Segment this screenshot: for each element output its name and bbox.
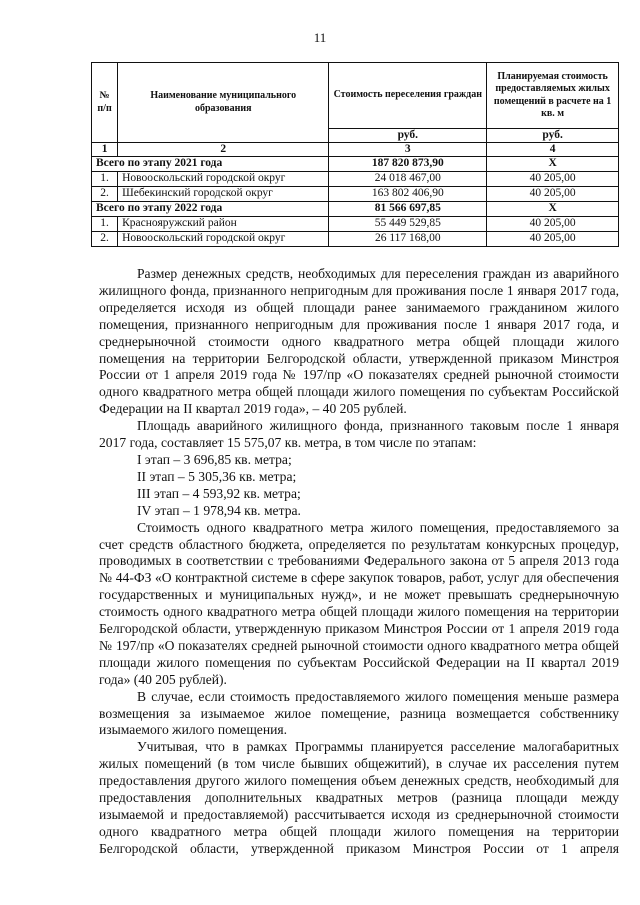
row-price: 40 205,00 — [487, 231, 619, 246]
table-row — [92, 186, 619, 201]
paragraph-small-apartments: Учитывая, что в рамках Программы планируется расселение малогабаритных жилых помещений (в том числе бывших общежитий), в случае их расселения путем предоставления другого жилого помещения объем денежных средств, необходимый для предоставления дополнительных квадратных метров (разница площади между изымаемой и предоставляемой) рассчитывается исходя из среднерыночной стоимости одного квадратного метра общей площади жилого помещения на территории Белгородской области, утвержденной приказом Минстроя России от 1 апреля — [99, 739, 619, 856]
paragraph-cost-per-meter: Стоимость одного квадратного метра жилого помещения, предоставляемого за счет средств областного бюджета, определяется по результатам конкурсных процедур, проводимых в соответствии с требованиями Федерального закона от 5 апреля 2013 года № 44-ФЗ «О контрактной системе в сфере закупок товаров, работ, услуг для обеспечения государственных и муниципальных нужд», и не может превышать среднерыночную стоимость одного квадратного метра общей площади жилого помещения на территории Белгородской области, утвержденную приказом Минстроя России от 1 апреля 2019 года № 197/пр «О показателях средней рыночной стоимости одного квадратного метра общей площади жилого помещения по субъектам Российской Федерации на II квартал 2019 года» (40 205 рублей). — [99, 519, 619, 687]
page-number: 11 — [313, 30, 327, 45]
stage-line: IV этап – 1 978,94 кв. метра. — [137, 502, 301, 518]
stage-total-label: Всего по этапу 2022 года — [92, 201, 329, 216]
stage-total-cost: 187 820 873,90 — [329, 156, 487, 171]
header-number: № п/п — [92, 63, 118, 143]
stage-line: III этап – 4 593,92 кв. метра; — [137, 485, 301, 501]
stage-total-x: X — [487, 156, 619, 171]
row-price: 40 205,00 — [487, 216, 619, 231]
table-row — [92, 171, 619, 186]
row-number: 1. — [92, 171, 118, 186]
row-municipality: Новооскольский городской округ — [118, 171, 329, 186]
row-cost: 55 449 529,85 — [329, 216, 487, 231]
paragraph-funds-size: Размер денежных средств, необходимых для переселения граждан из аварийного жилищного фонда, признанного непригодным для проживания после 1 января 2017 года, определяется исходя из общей площади ранее занимаемого гражданином жилого помещения, признанного непригодным для проживания после 1 января 2017 года, и среднерыночной стоимости одного квадратного метра общей площади жилого помещения на территории Белгородской области, утвержденной приказом Минстроя России от 1 апреля 2019 года № 197/пр «О показателях средней рыночной стоимости одного квадратного метра общей площади жилого помещения по субъектам Российской Федерации на II квартал 2019 года», – 40 205 рублей. — [99, 266, 619, 417]
header-municipality: Наименование муниципального образования — [118, 63, 329, 143]
stage-line: I этап – 3 696,85 кв. метра; — [137, 451, 292, 467]
table-row — [92, 216, 619, 231]
column-number: 3 — [329, 143, 487, 157]
stage-total-row — [92, 201, 619, 216]
table-header-row — [92, 63, 619, 129]
unit-cell: руб. — [487, 129, 619, 143]
stage-total-row — [92, 156, 619, 171]
table-row — [92, 231, 619, 246]
row-municipality: Новооскольский городской округ — [118, 231, 329, 246]
stage-total-x: X — [487, 201, 619, 216]
row-price: 40 205,00 — [487, 171, 619, 186]
row-number: 1. — [92, 216, 118, 231]
row-municipality: Красноярyжский район — [118, 216, 329, 231]
row-number: 2. — [92, 186, 118, 201]
row-price: 40 205,00 — [487, 186, 619, 201]
row-cost: 26 117 168,00 — [329, 231, 487, 246]
row-cost: 163 802 406,90 — [329, 186, 487, 201]
paragraph-difference: В случае, если стоимость предоставляемого жилого помещения меньше размера возмещения за изымаемое жилое помещение, разница возмещается собственнику изымаемого жилого помещения. — [99, 688, 619, 738]
header-resettlement-cost: Стоимость переселения граждан — [329, 63, 487, 129]
column-number: 1 — [92, 143, 118, 157]
row-cost: 24 018 467,00 — [329, 171, 487, 186]
unit-cell: руб. — [329, 129, 487, 143]
stage-total-label: Всего по этапу 2021 года — [92, 156, 329, 171]
header-planned-cost: Планируемая стоимость предоставляемых жилых помещений в расчете на 1 кв. м — [487, 63, 619, 129]
document-body — [99, 266, 619, 858]
stage-line: II этап – 5 305,36 кв. метра; — [137, 468, 297, 484]
column-number: 2 — [118, 143, 329, 157]
row-municipality: Шебекинский городской округ — [118, 186, 329, 201]
column-number-row — [92, 143, 619, 157]
column-number: 4 — [487, 143, 619, 157]
paragraph-area: Площадь аварийного жилищного фонда, признанного таковым после 1 января 2017 года, составляет 15 575,07 кв. метра, в том числе по этапам: — [99, 418, 619, 451]
row-number: 2. — [92, 231, 118, 246]
resettlement-cost-table — [91, 62, 619, 247]
stage-total-cost: 81 566 697,85 — [329, 201, 487, 216]
